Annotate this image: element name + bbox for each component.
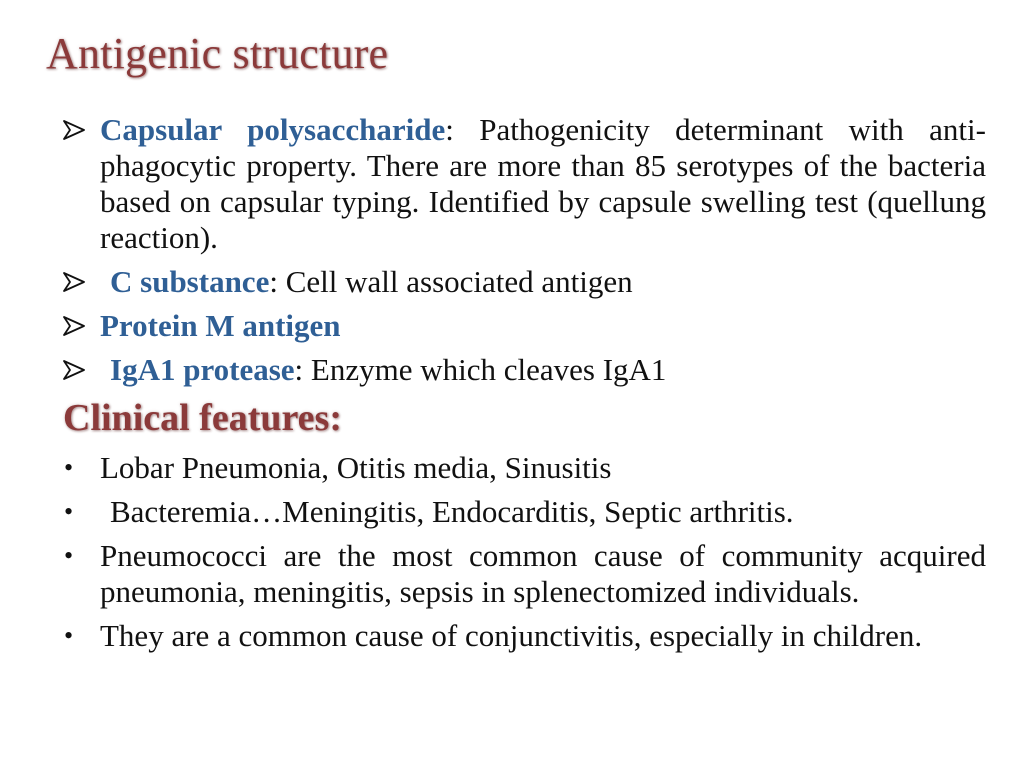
item-term: Capsular polysaccharide <box>100 112 446 147</box>
list-item-c-substance <box>62 264 986 300</box>
item-text: Bacteremia…Meningitis, Endocarditis, Septic arthritis. <box>110 494 794 529</box>
item-description: Pathogenicity determinant with anti-phagocytic property. There are more than 85 serotypes of the bacteria based on capsular typing. Identified by capsule swelling test (quellung reaction). <box>100 112 986 255</box>
item-description: Cell wall associated antigen <box>285 264 633 299</box>
dot-bullet-icon: • <box>64 621 74 650</box>
item-separator: : <box>294 352 311 387</box>
item-separator: : <box>269 264 286 299</box>
list-item <box>62 618 986 654</box>
list-item-protein-m-antigen <box>62 308 986 344</box>
item-description: Enzyme which cleaves IgA1 <box>310 352 667 387</box>
list-item-iga1-protease <box>62 352 986 388</box>
dot-bullet-icon: • <box>64 453 74 482</box>
arrow-bullet-icon <box>62 112 92 148</box>
page-title: Antigenic structure <box>46 29 389 78</box>
arrow-bullet-icon <box>62 308 92 344</box>
dot-bullet-icon: • <box>64 497 74 526</box>
item-text: They are a common cause of conjunctivitis, especially in children. <box>100 618 923 653</box>
arrow-bullet-icon <box>62 264 92 300</box>
item-text: Pneumococci are the most common cause of community acquired pneumonia, meningitis, sepsis in splenectomized individuals. <box>100 538 986 609</box>
item-term: Protein M antigen <box>100 308 341 343</box>
list-item <box>62 538 986 610</box>
dot-bullet-icon: • <box>64 541 74 570</box>
item-text: Lobar Pneumonia, Otitis media, Sinusitis <box>100 450 612 485</box>
list-item-capsular-polysaccharide <box>62 112 986 256</box>
arrow-bullet-icon <box>62 352 92 388</box>
list-item <box>62 494 986 530</box>
item-term: C substance <box>110 264 270 299</box>
item-separator: : <box>445 112 480 147</box>
list-item <box>62 450 986 486</box>
antigen-list <box>62 112 986 396</box>
section-heading-clinical-features: Clinical features: <box>63 397 342 439</box>
item-term: IgA1 protease <box>110 352 295 387</box>
clinical-list <box>62 450 986 662</box>
